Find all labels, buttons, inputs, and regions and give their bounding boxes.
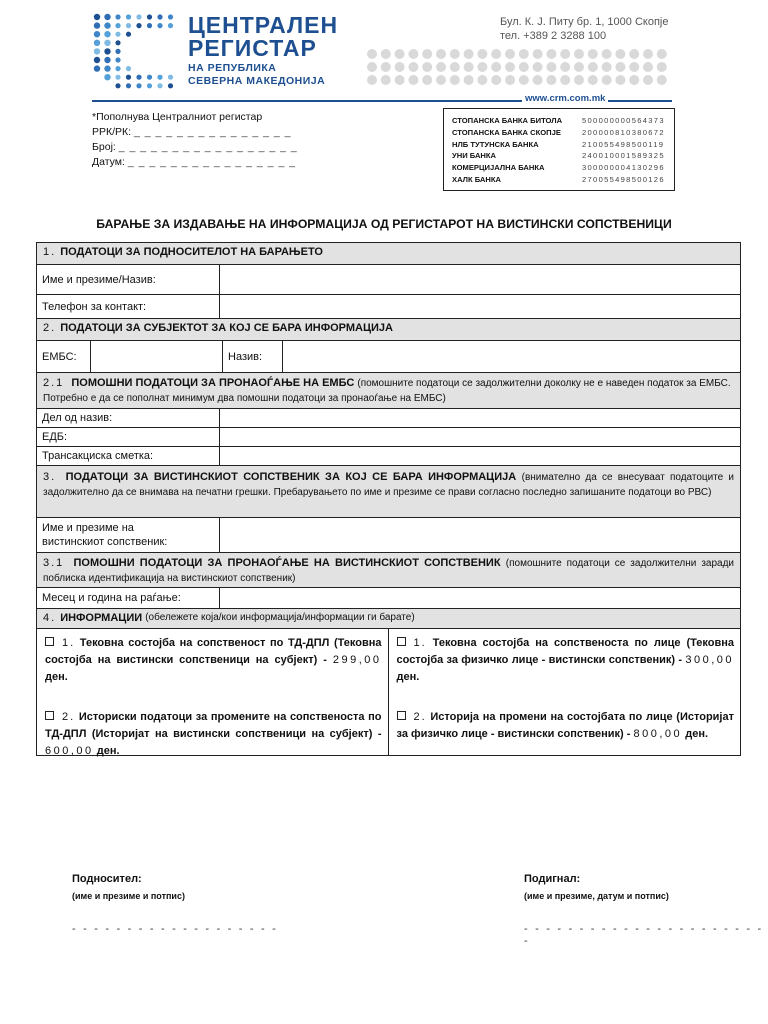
option-text: Тековна состојба на сопственоста по лице (Тековна состојба за физичко лице - вистински сопственик) - (396, 637, 735, 666)
bank-accounts-box (443, 108, 675, 191)
options-column-left (37, 629, 389, 755)
decor-dot (615, 75, 625, 85)
website-link[interactable]: www.crm.com.mk (522, 93, 608, 104)
logo-dot (94, 65, 100, 71)
decor-dot (588, 49, 598, 59)
information-options (37, 629, 740, 755)
decor-dot (436, 75, 446, 85)
account-row (37, 447, 740, 466)
section-number: 3. (43, 471, 57, 483)
option-price: 800,00 (633, 728, 683, 740)
owner-name-field[interactable] (220, 518, 740, 552)
logo (188, 14, 338, 88)
bank-name: НЛБ ТУТУНСКА БАНКА (452, 139, 539, 149)
office-field-number[interactable] (92, 140, 298, 155)
option-history-person[interactable] (397, 709, 735, 743)
decor-dot (422, 75, 432, 85)
bank-row (452, 127, 668, 139)
edb-label: ЕДБ: (37, 428, 220, 446)
option-price: 300,00 (685, 654, 734, 666)
owner-name-label-line: Име и презиме на (42, 522, 134, 534)
section-3-1-header (37, 553, 740, 588)
decor-dot (464, 49, 474, 59)
decor-dot (629, 49, 639, 59)
decor-dot (408, 62, 418, 72)
decor-dot (629, 62, 639, 72)
logo-line4: СЕВЕРНА МАКЕДОНИЈА (188, 75, 326, 87)
section-note: (помошните податоци се задолжителни заради поблиска идентификација на вистинскиот сопственик) (43, 558, 735, 584)
decor-dot (615, 62, 625, 72)
decor-dot (408, 49, 418, 59)
decor-dot (464, 62, 474, 72)
decor-dot (560, 62, 570, 72)
logo-dot (157, 83, 162, 88)
option-currency: ден. (685, 728, 709, 740)
option-text: Историја на промени на состојбата по лице (Историјат за физичко лице - вистински сопственик) - (396, 711, 734, 740)
logo-dot (115, 49, 120, 54)
signature-line[interactable]: - - - - - - - - - - - - - - - - - - - - - - - (524, 923, 764, 947)
option-price: 299,00 (332, 654, 382, 666)
bank-row (452, 162, 668, 174)
decor-dot (450, 62, 460, 72)
decor-dot (643, 62, 653, 72)
logo-dot (104, 57, 110, 63)
section-title: ИНФОРМАЦИИ (60, 612, 143, 624)
contact-phone-label: Телефон за контакт: (37, 295, 220, 318)
section-2-1-header (37, 373, 740, 409)
logo-dot (115, 40, 120, 45)
section-2-header (37, 319, 740, 341)
logo-dot (136, 14, 141, 19)
applicant-signature (72, 873, 278, 935)
option-history-entity[interactable] (45, 709, 382, 760)
signature-subtitle: (име и презиме, датум и потпис) (524, 891, 669, 901)
bank-row (452, 174, 668, 186)
office-field-rrk[interactable] (92, 125, 298, 140)
logo-dot (157, 14, 162, 19)
signature-subtitle: (име и презиме и потпис) (72, 891, 185, 901)
bank-name: УНИ БАНКА (452, 151, 497, 161)
decor-dot (533, 49, 543, 59)
part-name-row (37, 409, 740, 428)
section-title: ПОМОШНИ ПОДАТОЦИ ЗА ПРОНАОЃАЊЕ НА ЕМБС (71, 377, 355, 389)
bank-account: 500000000564373 (582, 116, 665, 125)
section-number: 3.1 (43, 557, 65, 569)
decor-dot (395, 75, 405, 85)
applicant-name-label: Име и презиме/Назив: (37, 265, 220, 294)
section-number: 2. (43, 322, 57, 334)
request-form (36, 242, 741, 756)
option-number: 2. (62, 711, 76, 723)
logo-dot (126, 23, 131, 28)
logo-dot (94, 31, 100, 37)
section-title: ПОДАТОЦИ ЗА ВИСТИНСКИОТ СОПСТВЕНИК ЗА КОЈ СЕ БАРА ИНФОРМАЦИЈА (65, 471, 517, 483)
logo-dot (157, 75, 162, 80)
page-title: БАРАЊЕ ЗА ИЗДАВАЊЕ НА ИНФОРМАЦИЈА ОД РЕГИСТАРОТ НА ВИСТИНСКИ СОПСТВЕНИЦИ (96, 217, 672, 231)
bank-account: 210055498500119 (582, 139, 665, 149)
section-note: (обележете која/кои информација/информации ги барате) (145, 612, 415, 623)
logo-dot (147, 14, 152, 19)
logo-dot (147, 23, 152, 28)
decor-dot (450, 75, 460, 85)
option-current-ownership-person[interactable] (397, 635, 735, 686)
decor-dot (422, 49, 432, 59)
entity-name-field[interactable] (283, 341, 740, 372)
decor-dot (588, 62, 598, 72)
decor-dot (643, 75, 653, 85)
section-title: ПОДАТОЦИ ЗА ПОДНОСИТЕЛОТ НА БАРАЊЕТО (60, 246, 323, 258)
option-current-ownership-entity[interactable] (45, 635, 382, 686)
decor-dot (657, 49, 667, 59)
embs-label: ЕМБС: (37, 341, 91, 372)
decor-dot (505, 75, 515, 85)
logo-dot (104, 14, 110, 20)
bank-account: 270055498500126 (582, 174, 665, 184)
decor-dot (657, 75, 667, 85)
logo-dot (115, 83, 120, 88)
decor-dot (533, 75, 543, 85)
decor-dot (533, 62, 543, 72)
decor-dot (395, 62, 405, 72)
decor-dot (629, 75, 639, 85)
decor-dot (546, 62, 556, 72)
logo-dot (147, 83, 152, 88)
account-field[interactable] (220, 447, 740, 465)
decor-dot (408, 75, 418, 85)
logo-dot (115, 66, 120, 71)
decor-dot (574, 49, 584, 59)
logo-dot (94, 14, 100, 20)
decorative-dots-icon (366, 48, 672, 88)
section-number: 1. (43, 246, 57, 258)
decor-dot (395, 49, 405, 59)
decor-dot (657, 62, 667, 72)
option-currency: ден. (396, 671, 420, 683)
field-line: _ _ _ _ _ _ _ _ _ _ _ _ _ _ _ (134, 126, 292, 138)
checkbox-icon[interactable] (397, 711, 406, 720)
option-text: Историски податоци за промените на сопственоста по ТД-ДПЛ (Историјат на вистински сопственици на субјект) - (45, 711, 382, 740)
option-number: 1. (62, 637, 76, 649)
office-field-date[interactable] (92, 155, 298, 170)
logo-dot (94, 48, 100, 54)
logo-line1: ЦЕНТРАЛЕН (188, 12, 339, 38)
logo-dot (94, 22, 100, 28)
logo-dot (115, 57, 120, 62)
section-title: ПОМОШНИ ПОДАТОЦИ ЗА ПРОНАОЃАЊЕ НА ВИСТИНСКИОТ СОПСТВЕНИК (73, 557, 501, 569)
logo-dot (104, 74, 110, 80)
applicant-name-field[interactable] (220, 265, 740, 294)
decor-dot (505, 49, 515, 59)
bank-row (452, 115, 668, 127)
decor-dot (381, 62, 391, 72)
account-label: Трансакциска сметка: (37, 447, 220, 465)
logo-dot (115, 23, 120, 28)
part-name-field[interactable] (220, 409, 740, 427)
logo-dot (115, 32, 120, 37)
decor-dot (381, 49, 391, 59)
logo-dot (136, 23, 141, 28)
address-line: Бул. К. Ј. Питу бр. 1, 1000 Скопје (500, 16, 669, 28)
checkbox-icon[interactable] (45, 637, 54, 646)
collector-signature (524, 873, 768, 947)
field-label: РРК/РК: (92, 126, 132, 138)
logo-dot (126, 66, 131, 71)
birth-field[interactable] (220, 588, 740, 608)
logo-dot (115, 75, 120, 80)
contact-phone-row (37, 295, 740, 319)
logo-dot (136, 75, 141, 80)
logo-dot (157, 23, 162, 28)
office-use-note: *Пополнува Централниот регистар (92, 111, 263, 123)
logo-dot (168, 14, 173, 19)
logo-dot (115, 14, 120, 19)
decor-dot (477, 75, 487, 85)
decor-dot (436, 49, 446, 59)
logo-dot (126, 32, 131, 37)
logo-dot (126, 75, 131, 80)
bank-row (452, 150, 668, 162)
logo-dot (104, 65, 110, 71)
field-label: Број: (92, 141, 116, 153)
field-label: Датум: (92, 156, 125, 168)
section-4-header (37, 609, 740, 629)
address-block (500, 15, 668, 43)
logo-line2: РЕГИСТАР (188, 35, 317, 61)
decor-dot (574, 75, 584, 85)
bank-name: КОМЕРЦИЈАЛНА БАНКА (452, 163, 545, 173)
logo-dot (94, 40, 100, 46)
owner-name-label-line: вистинскиот сопственик: (42, 536, 168, 548)
option-price: 600,00 (45, 745, 94, 757)
options-column-right (389, 629, 741, 755)
option-number: 1. (413, 637, 427, 649)
logo-dot (126, 83, 131, 88)
logo-dot (104, 40, 110, 46)
decor-dot (560, 75, 570, 85)
decor-dot (505, 62, 515, 72)
embs-field[interactable] (91, 341, 223, 372)
bank-account: 240010001589325 (582, 151, 665, 161)
section-number: 2.1 (43, 377, 65, 389)
option-currency: ден. (96, 745, 120, 757)
decor-dot (367, 75, 377, 85)
option-number: 2. (413, 711, 427, 723)
decor-dot (602, 62, 612, 72)
logo-dot (126, 14, 131, 19)
decor-dot (422, 62, 432, 72)
decor-dot (436, 62, 446, 72)
owner-name-row (37, 518, 740, 553)
section-note: (помошните податоци се задолжителни доколку не е наведен податок за ЕМБС. Потребно е да се пополнат минимум два помошни податоци за пронаоѓање на ЕМБС) (43, 378, 731, 404)
decor-dot (519, 75, 529, 85)
bank-name: ХАЛК БАНКА (452, 174, 501, 184)
section-number: 4. (43, 612, 57, 624)
decor-dot (602, 49, 612, 59)
signature-line[interactable]: - - - - - - - - - - - - - - - - - - - (72, 923, 279, 935)
bank-name: СТОПАНСКА БАНКА СКОПЈЕ (452, 127, 561, 137)
decor-dot (546, 49, 556, 59)
decor-dot (367, 62, 377, 72)
section-3-header (37, 466, 740, 518)
decor-dot (643, 49, 653, 59)
contact-phone-field[interactable] (220, 295, 740, 318)
applicant-name-row (37, 265, 740, 295)
logo-dot (168, 23, 173, 28)
entity-name-label: Назив: (223, 341, 283, 372)
decor-dot (367, 49, 377, 59)
checkbox-icon[interactable] (397, 637, 406, 646)
logo-dot (94, 57, 100, 63)
logo-dot (168, 75, 173, 80)
decor-dot (477, 49, 487, 59)
logo-dot (147, 75, 152, 80)
edb-row (37, 428, 740, 447)
logo-dots-icon (92, 12, 178, 92)
decor-dot (615, 49, 625, 59)
edb-field[interactable] (220, 428, 740, 446)
field-line: _ _ _ _ _ _ _ _ _ _ _ _ _ _ _ _ _ (118, 141, 298, 153)
option-text: Тековна состојба на сопственост по ТД-ДПЛ (Тековна состојба на вистински сопственици на субјект) - (45, 637, 382, 666)
bank-account: 200000810380672 (582, 127, 665, 137)
signature-title: Подигнал: (524, 873, 581, 885)
decor-dot (491, 49, 501, 59)
section-note: (внимателно да се внесуваат податоците и задолжително да се внимава на печатни грешки. Пребарувањето по име и презиме се прави согласно последно запишаните податоци во РВС) (43, 472, 734, 498)
logo-dot (104, 22, 110, 28)
owner-name-label (37, 518, 220, 552)
decor-dot (519, 49, 529, 59)
bank-row (452, 139, 668, 151)
decor-dot (588, 75, 598, 85)
decor-dot (491, 75, 501, 85)
checkbox-icon[interactable] (45, 711, 54, 720)
decor-dot (491, 62, 501, 72)
decor-dot (381, 75, 391, 85)
bank-name: СТОПАНСКА БАНКА БИТОЛА (452, 116, 563, 125)
birth-label: Месец и година на раѓање: (37, 588, 220, 608)
decor-dot (602, 75, 612, 85)
part-name-label: Дел од назив: (37, 409, 220, 427)
section-title: ПОДАТОЦИ ЗА СУБЈЕКТОТ ЗА КОЈ СЕ БАРА ИНФОРМАЦИЈА (60, 322, 393, 334)
decor-dot (477, 62, 487, 72)
logo-dot (104, 31, 110, 37)
field-line: _ _ _ _ _ _ _ _ _ _ _ _ _ _ _ _ (127, 156, 297, 168)
decor-dot (560, 49, 570, 59)
logo-dot (168, 83, 173, 88)
entity-row (37, 341, 740, 373)
phone-line: тел. +389 2 3288 100 (500, 30, 607, 42)
decor-dot (546, 75, 556, 85)
decor-dot (519, 62, 529, 72)
logo-line3: НА РЕПУБЛИКА (188, 62, 277, 74)
office-use-block (92, 110, 298, 170)
logo-dot (136, 83, 141, 88)
bank-account: 300000004130296 (582, 163, 665, 173)
option-currency: ден. (45, 671, 68, 683)
decor-dot (450, 49, 460, 59)
decor-dot (574, 62, 584, 72)
logo-dot (104, 48, 110, 54)
decor-dot (464, 75, 474, 85)
birth-row (37, 588, 740, 609)
signature-title: Подносител: (72, 873, 142, 885)
section-1-header (37, 243, 740, 265)
